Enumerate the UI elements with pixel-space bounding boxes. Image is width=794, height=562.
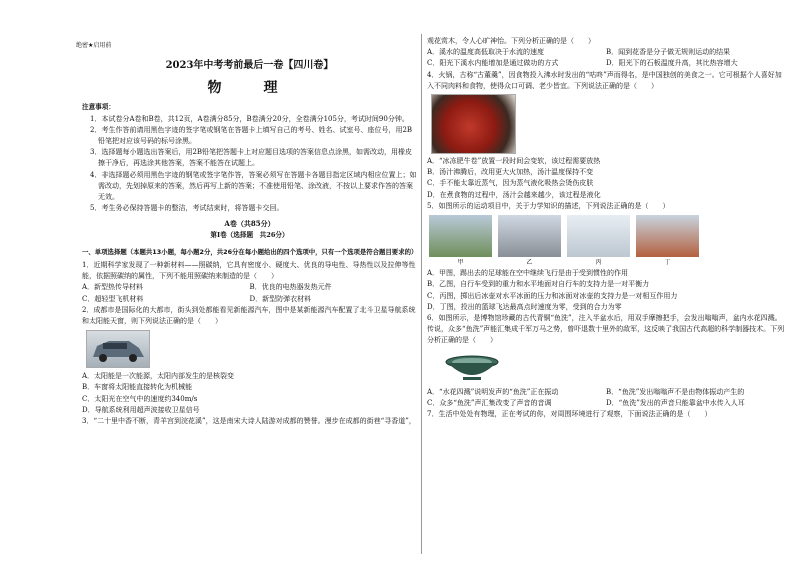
option: B．闻到花香是分子做无规则运动的结果 xyxy=(606,48,731,57)
question-stem: 6．如图所示，是博物馆珍藏的古代青铜“鱼洗”，注入半盆水后，用双手摩擦把手，会发出嗡嗡声，盆内水花四溅。传说，众多“鱼洗”声能汇集成千军万马之势，曾吓退数十里外的敌军，这反映了我国古代高超的科学制器技术。下列分析正确的是（ ） xyxy=(427,314,785,345)
question-options xyxy=(82,282,417,304)
option: C．丙图，掷出后冰壶对水平冰面的压力和冰面对冰壶的支持力是一对相互作用力 xyxy=(427,291,678,300)
column-divider xyxy=(421,34,422,554)
question-stem: 2．成都市是国际化的大都市，街头到处都能看见新能源汽车，图中是某新能源汽车配置了北斗卫星导航系统和太阳能天窗，则下列说法正确的是（ ） xyxy=(82,305,416,326)
option: D．“鱼洗”发出的声音只能靠盆中水传入人耳 xyxy=(606,398,745,407)
option: D．导航系统利用超声波接收卫星信号 xyxy=(82,405,200,414)
option: A．新型热传导材料 xyxy=(82,283,144,292)
option: D．阳光下的石板温度升高，其比热容增大 xyxy=(606,59,738,68)
option: C．太阳光在空气中的速度约340m/s xyxy=(82,394,198,403)
question-stem: 1．近期科学家发现了一种新材料——照碳纳，它具有密度小、硬度大、优良的导电性、导热性以及拉伸等性能，依据照碳纳的属性，下列不能用照碳纳来制造的是（ ） xyxy=(82,261,416,281)
part-heading: 一、单项选择题（本题共13小题，每小题2分，共26分在每小题给出的四个选项中，只有一个选项是符合题目要求的） xyxy=(82,247,418,256)
note-item: 2．考生作答前请用黑色字迹的签字笔或钢笔在答题卡上填写自己的考号、姓名、试室号、座位号，用2B铅笔把对应该号码的标号涂黑。 xyxy=(90,125,413,146)
exam-title: 2023年中考考前最后一卷【四川卷】 xyxy=(165,60,334,71)
option: A．“水花四溅”说明发声的“鱼洗”正在振动 xyxy=(427,387,559,396)
basketball-image xyxy=(636,215,699,257)
note-item: 1．本试卷分A卷和B卷，共12页，A卷满分85分，B卷满分20分，全卷满分105分，考试时间90分钟。 xyxy=(90,114,409,123)
cycling-image xyxy=(498,215,561,257)
note-item: 5．考生务必保持答题卡的整洁，考试结束时，将答题卡交回。 xyxy=(90,204,284,213)
image-label: 丙 xyxy=(595,259,602,267)
hotpot-image xyxy=(431,94,516,154)
car-image xyxy=(86,330,150,368)
question-stem: 7．生活中处处有物理，正在考试的你，对周围环境进行了观察，下面说法正确的是（ ） xyxy=(427,410,712,419)
part1-title: 第Ⅰ卷（选择题 共26分） xyxy=(210,230,289,239)
option: A．溪水的温度高低取决于水流的速度 xyxy=(427,48,545,57)
option: A．“冰冻肥牛卷”放置一段时间会变软，该过程需要放热 xyxy=(427,157,601,166)
image-label: 乙 xyxy=(526,259,533,267)
question-stem: 5．如图所示的运动项目中，关于力学知识的描述，下列说法正确的是（ ） xyxy=(427,201,670,210)
question-options xyxy=(427,387,785,409)
option: C．众多“鱼洗”声汇集改变了声音的音调 xyxy=(427,398,552,407)
option: B．汤汁沸腾后，改用更大火加热，汤汁温度保持不变 xyxy=(427,168,594,177)
section-a-title: A卷（共85分） xyxy=(224,219,275,229)
right-column xyxy=(427,36,785,420)
note-item: 4．非选择题必须用黑色字迹的钢笔或签字笔作答，答案必须写在答题卡各题目指定区域内相应位置上；如需改动，先划掉原来的答案，然后再写上新的答案；不准使用铅笔、涂改液，不按以上要求作答的答案无效。 xyxy=(90,170,417,202)
option: B．车窗将太阳能直接转化为机械能 xyxy=(82,383,193,392)
option: D．新型防弹衣材料 xyxy=(249,294,312,303)
image-labels xyxy=(429,257,785,268)
fish-basin-image xyxy=(443,353,501,383)
option: C．阳光下溪水内能增加是通过做功的方式 xyxy=(427,59,559,68)
option: A．太阳能是一次能源，太阳内部发生的是核裂变 xyxy=(82,372,235,381)
question-options xyxy=(427,47,785,69)
note-item: 3．选择题每小题选出答案后，用2B铅笔把答题卡上对应题目选项的答案信息点涂黑，如需改动，用橡皮擦干净后，再选涂其他答案，答案不能答在试题上。 xyxy=(90,148,413,168)
option: A．甲图，踢出去的足球能在空中继续飞行是由于受到惯性的作用 xyxy=(427,269,629,278)
curling-image xyxy=(567,215,630,257)
question-stem: 3．“二十里中香不断，青羊宫到浣花溪”，这是南宋大诗人陆游对成都的赞誉。漫步在成都的街巷“寻香道”， xyxy=(82,417,416,426)
option: C．手不能太靠近蒸气，因为蒸气液化吸热会烫伤皮肤 xyxy=(427,179,594,188)
football-image xyxy=(429,215,492,257)
left-column xyxy=(82,36,417,427)
option: D．在煮食物的过程中，汤汁会越来越少，该过程是液化 xyxy=(427,190,601,199)
notes-heading: 注意事项： xyxy=(82,103,115,112)
subject-title: 物 理 xyxy=(207,80,292,97)
option: B．乙图，自行车受到的重力和水平地面对自行车的支持力是一对平衡力 xyxy=(427,280,650,289)
option: B．“鱼洗”发出嗡嗡声不是由物体振动产生的 xyxy=(606,387,745,396)
option: B．优良的电热器发热元件 xyxy=(249,283,332,292)
image-label: 丁 xyxy=(664,259,671,267)
question-stem: 观花赏木，令人心旷神怡。下列分析正确的是（ ） xyxy=(427,37,595,45)
option: D．丁图，投出的篮球飞达最高点时速度为零，受到的合力为零 xyxy=(427,302,622,311)
image-label: 甲 xyxy=(457,259,464,267)
sports-images xyxy=(429,215,785,257)
secret-label: 绝密★启用前 xyxy=(76,42,112,49)
option: C．超轻型飞机材料 xyxy=(82,294,144,303)
question-stem: 4．火锅，古称“古董羹”，因食物投入沸水时发出的“咕咚”声而得名，是中国独创的美食之一。它可根据个人喜好加入不同肉料和食物，使得众口可调、老少皆宜。下列说法正确的是（ ） xyxy=(427,70,782,90)
